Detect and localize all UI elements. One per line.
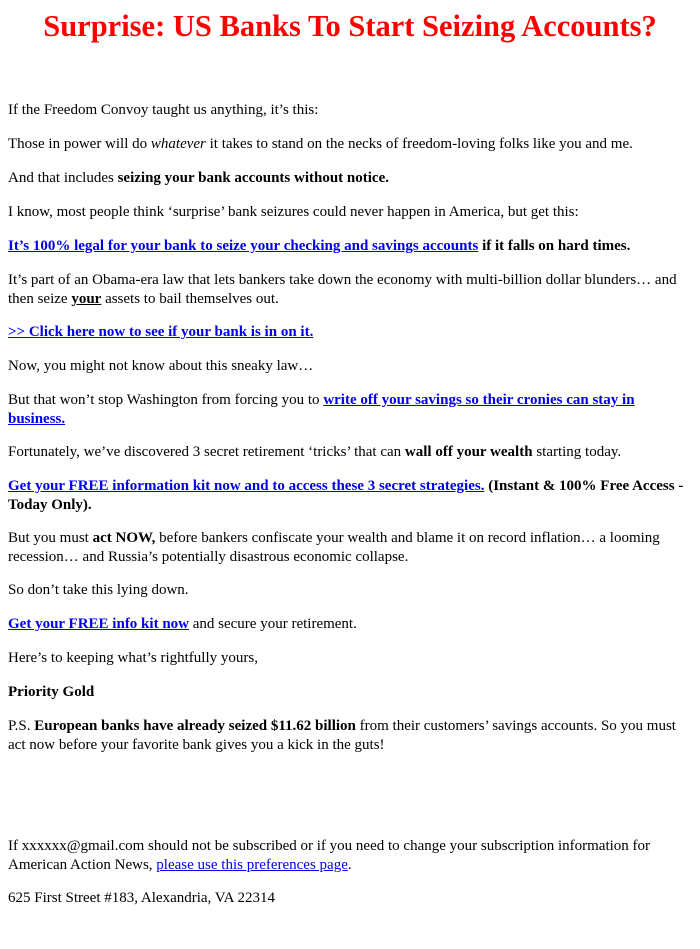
paragraph-click-here <box>8 323 690 342</box>
paragraph-lying-down: So don’t take this lying down. <box>8 582 189 598</box>
paragraph-power: Those in power will do whatever it takes to stand on the necks of freedom-loving folks like you and me. <box>8 136 633 152</box>
footer-address: 625 First Street #183, Alexandria, VA 22314 <box>8 890 275 906</box>
paragraph-free-kit: Get your FREE information kit now and to access these 3 secret strategies. (Instant & 100% Free Access - Today Only). <box>8 478 684 513</box>
free-info-kit-link[interactable]: Get your FREE info kit now <box>8 616 189 632</box>
paragraph-tricks: Fortunately, we’ve discovered 3 secret retirement ‘tricks’ that can wall off your wealth starting today. <box>8 444 622 460</box>
free-information-kit-link[interactable]: Get your FREE information kit now and to access these 3 secret strategies. <box>8 478 485 494</box>
paragraph-surprise: I know, most people think ‘surprise’ bank seizures could never happen in America, but get this: <box>8 204 579 220</box>
footer-subscription: If xxxxxx@gmail.com should not be subscribed or if you need to change your subscription information for American Action News, please use this preferences page. <box>8 838 651 873</box>
signature: Priority Gold <box>8 684 95 700</box>
preferences-page-link[interactable]: please use this preferences page <box>156 857 348 873</box>
write-off-savings-link[interactable]: write off your savings so their cronies can stay in business. <box>8 392 635 427</box>
paragraph-seizing: And that includes seizing your bank accounts without notice. <box>8 170 389 186</box>
check-bank-link[interactable]: >> Click here now to see if your bank is in on it. <box>8 324 314 340</box>
paragraph-secure: Get your FREE info kit now and secure your retirement. <box>8 616 357 632</box>
legal-seize-link[interactable]: It’s 100% legal for your bank to seize your checking and savings accounts <box>8 238 479 254</box>
paragraph-legal: It’s 100% legal for your bank to seize your checking and savings accounts if it falls on hard times. <box>8 238 631 254</box>
paragraph-closing: Here’s to keeping what’s rightfully yours, <box>8 650 258 666</box>
paragraph-intro: If the Freedom Convoy taught us anything, it’s this: <box>8 102 319 118</box>
paragraph-sneaky-law: Now, you might not know about this sneaky law… <box>8 358 314 374</box>
headline: Surprise: US Banks To Start Seizing Accounts? <box>43 9 657 43</box>
paragraph-washington: But that won’t stop Washington from forcing you to write off your savings so their cronies can stay in business. <box>8 392 635 427</box>
paragraph-ps: P.S. European banks have already seized $11.62 billion from their customers’ savings accounts. So you must act now before your favorite bank gives you a kick in the guts! <box>8 718 676 753</box>
paragraph-obama-law: It’s part of an Obama-era law that lets bankers take down the economy with multi-billion dollar blunders… and then seize your assets to bail themselves out. <box>8 272 677 307</box>
paragraph-act-now: But you must act NOW, before bankers confiscate your wealth and blame it on record inflation… a looming recession… and Russia’s potentially disastrous economic collapse. <box>8 530 660 565</box>
